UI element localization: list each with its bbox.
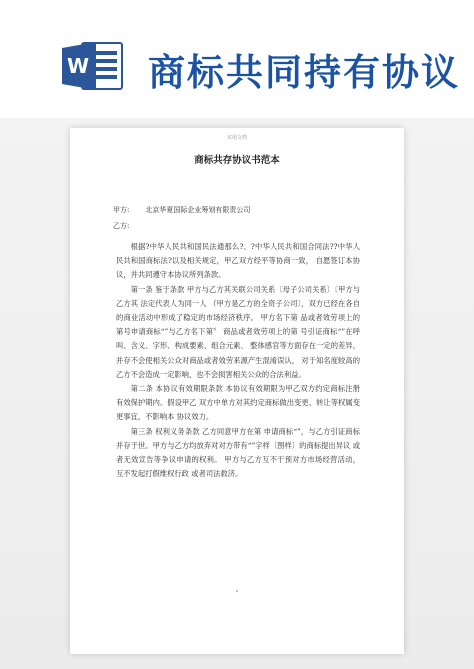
- banner: [0, 0, 474, 118]
- document-body: [116, 240, 360, 481]
- paragraph-article-1: 第一条 鉴于条款 甲方与乙方其关联公司关系〔母子公司关系〕〔甲方与乙方其 法定代表人为同一人 （甲方是乙方的全资子公司〕，双方已经在各自 的商业活动中形成了稳定的市场经济秩序。 甲方名下第 品或者效劳项上的第号申请商标“”与乙方名下第〞 商品或者效劳项上的第 号引证商标“”在呼叫、含义、字形、构成要素、组合元素、 整体感官等方面存在一定的差异， 并存不会使相关公众对商品或者效劳来源产生混淆误认， 对于知名度较高的乙方不会造成一定影响，也不会损害相关公众的合法利益。: [116, 284, 360, 379]
- paragraph-preamble: 根据?中华人民共和国民法通那么?、?中华人民共和国合同法??中华人民共和国商标法?以及相关规定，甲乙双方经平等协商一致， 自愿签订本协议，并共同遵守本协议所列条款。: [116, 242, 360, 280]
- banner-title: 商标共同持有协议: [148, 51, 460, 94]
- document-page[interactable]: [70, 128, 404, 654]
- party-b-label: 乙方:: [113, 222, 130, 230]
- party-a-label: 甲方:: [113, 206, 130, 214]
- paragraph-article-3: 第三条 权利义务条款 乙方同意甲方在第 申请商标“”，与乙方引证商标并存于世。甲方与乙方均放弃对对方带有“”字样〔图样〕的商标提出异议 或者无效宣告等争议申请的权利。 甲方与乙方互不干预对方市场经营活动， 互不发起打假维权行政 或者司法救济。: [116, 426, 360, 479]
- party-b-line: [113, 221, 129, 231]
- word-icon-letter: W: [66, 54, 90, 78]
- party-a-line: [113, 205, 250, 215]
- document-title: 商标共存协议书范本: [194, 155, 280, 166]
- page-marker: [236, 590, 238, 592]
- paragraph-article-2: 第二条 本协议有效期限条款 本协议有效期限为甲乙双方约定商标注册有效保护期内。假设甲乙 双方中单方对其约定商标做出变更、转让等权属变更事宜，不影响本 协议效力。: [116, 384, 360, 422]
- party-a-name: 北京华夏国际企业筹划有限责公司: [145, 206, 251, 214]
- word-icon: [62, 40, 124, 92]
- document-tag: 实用文档: [226, 135, 247, 141]
